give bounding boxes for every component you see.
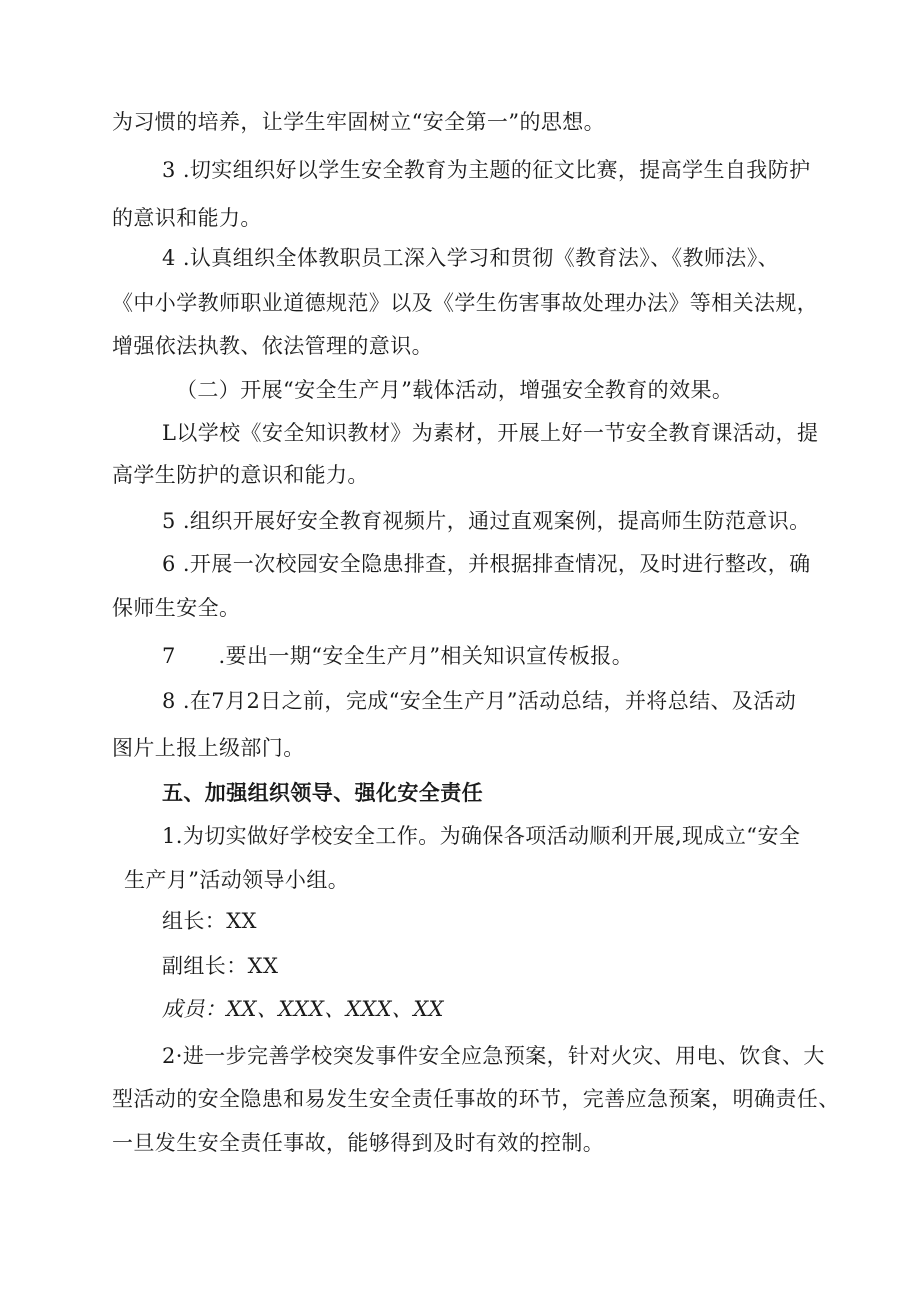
text-line-15: 图片上报上级部门。	[112, 736, 305, 760]
text-line-1: 为习惯的培养，让学生牢固树立“安全第一”的思想。	[112, 110, 606, 134]
text-line-14: 8 .在7月2日之前，完成“安全生产月”活动总结，并将总结、及活动	[162, 689, 797, 713]
text-line-18: 生产月”活动领导小组。	[124, 868, 350, 892]
text-line-22: 2·进一步完善学校突发事件安全应急预案，针对火灾、用电、饮食、大	[162, 1044, 825, 1068]
text-line-20: 副组长：XX	[162, 954, 279, 978]
text-line-8: L以学校《安全知识教材》为素材，开展上好一节安全教育课活动，提	[162, 421, 819, 445]
text-line-4: 4 .认真组织全体教职员工深入学习和贯彻《教育法》、《教师法》、	[162, 246, 780, 270]
text-line-12: 保师生安全。	[112, 596, 241, 620]
text-line-19: 组长：XX	[162, 909, 257, 933]
text-line-9: 高学生防护的意识和能力。	[112, 463, 369, 487]
text-line-3: 的意识和能力。	[112, 206, 262, 230]
text-line-6: 增强依法执教、依法管理的意识。	[112, 334, 433, 358]
text-line-23: 型活动的安全隐患和易发生安全责任事故的环节，完善应急预案，明确责任、	[112, 1087, 840, 1111]
text-line-2: 3 .切实组织好以学生安全教育为主题的征文比赛，提高学生自我防护	[162, 158, 811, 182]
text-line-5: 《中小学教师职业道德规范》以及《学生伤害事故处理办法》等相关法规，	[112, 291, 819, 315]
text-line-13: 7 .要出一期“安全生产月”相关知识宣传板报。	[162, 644, 634, 668]
text-line-21: 成员：XX、XXX、XXX、XX	[162, 997, 444, 1021]
section-heading: 五、加强组织领导、强化安全责任	[162, 781, 483, 805]
text-line-11: 6 .开展一次校园安全隐患排查，并根据排查情况，及时进行整改，确	[162, 552, 811, 576]
text-line-7: （二）开展“安全生产月”载体活动，增强安全教育的效果。	[176, 378, 734, 402]
text-line-24: 一旦发生安全责任事故，能够得到及时有效的控制。	[112, 1131, 605, 1155]
text-line-10: 5 .组织开展好安全教育视频片，通过直观案例，提高师生防范意识。	[162, 509, 811, 533]
text-line-17: 1.为切实做好学校安全工作。为确保各项活动顺利开展,现成立“安全	[162, 824, 801, 848]
